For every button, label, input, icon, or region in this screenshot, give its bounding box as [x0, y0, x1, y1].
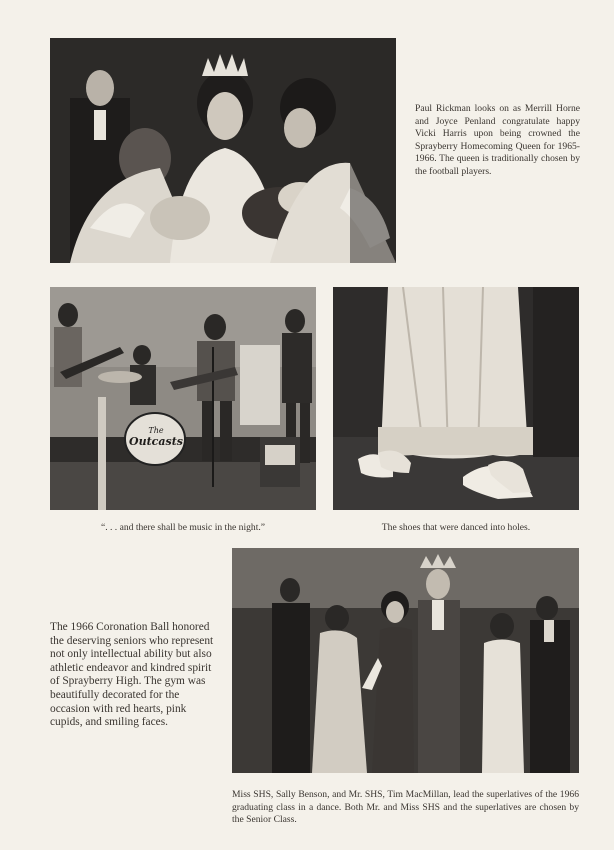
drum-logo-line2: Outcasts [129, 435, 183, 448]
coronation-ball-paragraph: The 1966 Coronation Ball honored the deserving seniors who represent not only intellectual ability but also athletic endeavor and kindred spirit of Sprayberry High. The gym was beautifully decorated for the occasion with red hearts, pink cupids, and smiling faces. [50, 621, 214, 729]
photo-band [50, 287, 316, 510]
photo-shoes [333, 287, 579, 510]
caption-coronation-dance: Miss SHS, Sally Benson, and Mr. SHS, Tim MacMillan, lead the superlatives of the 1966 graduating class in a dance. Both Mr. and Miss SHS and the superlatives are chosen by the Senior Class. [232, 789, 579, 826]
photo-homecoming-queen [50, 38, 396, 263]
caption-band: “. . . and there shall be music in the night.” [100, 522, 266, 533]
drum-logo-line1: The [148, 426, 164, 435]
caption-shoes: The shoes that were danced into holes. [381, 522, 531, 533]
caption-homecoming-queen: Paul Rickman looks on as Merrill Horne and Joyce Penland congratulate happy Vicki Harris upon being crowned the Sprayberry Homecoming Queen for 1965-1966. The queen is traditionally chosen by the football players. [415, 103, 580, 177]
bass-drum-logo [128, 425, 184, 447]
photo-coronation-dance [232, 548, 579, 773]
